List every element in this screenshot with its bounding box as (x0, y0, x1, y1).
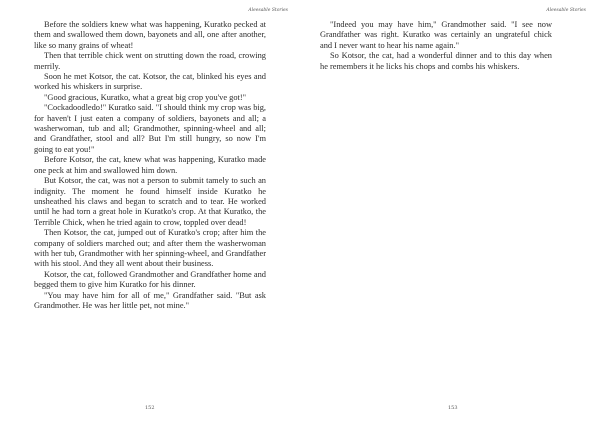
paragraph: Kotsor, the cat, followed Grandmother and Grandfather home and begged them to give him Kuratko for his dinner. (34, 269, 266, 290)
paragraph: "Good gracious, Kuratko, what a great big crop you've got!" (44, 92, 247, 102)
page-number-right: 153 (448, 405, 458, 411)
left-page-text (34, 20, 266, 311)
paragraph: "Indeed you may have him," Grandmother said. "I see now Grandfather was right. Kuratko was certainly an ungrateful chick and I never want to hear his name again." (320, 20, 552, 50)
page-number-left: 152 (145, 405, 155, 411)
paragraph: "You may have him for all of me," Grandfather said. "But ask Grandmother. He was her little pet, not mine." (34, 290, 266, 310)
running-head-left: Aleesable Stories (248, 8, 288, 13)
paragraph: Then that terrible chick went on strutting down the road, crowing merrily. (34, 51, 266, 71)
paragraph: "Cockadoodledo!" Kuratko said. "I should think my crop was big, for haven't I just eaten a company of soldiers, bayonets and all; a washerwoman, tub and all; Grandmother, spinning-wheel and all; and Grandfather, stool and all? But I'm still hungry, so now I'm going to eat you!" (34, 103, 266, 154)
paragraph: Soon he met Kotsor, the cat. Kotsor, the cat, blinked his eyes and worked his whiskers in surprise. (34, 72, 266, 92)
paragraph: Then Kotsor, the cat, jumped out of Kuratko's crop; after him the company of soldiers marched out; and after them the washerwoman with her tub, Grandmother with her spinning-wheel, and Grandfather with his stool. And they all went about their business. (34, 228, 266, 269)
paragraph: Before the soldiers knew what was happening, Kuratko pecked at them and swallowed them down, bayonets and all, one after another, like so many grains of wheat! (34, 20, 266, 50)
running-head-right: Aleesable Stories (546, 8, 586, 13)
paragraph: So Kotsor, the cat, had a wonderful dinner and to this day when he remembers it he licks his chops and combs his whiskers. (320, 51, 552, 71)
right-page (300, 0, 600, 424)
paragraph: But Kotsor, the cat, was not a person to submit tamely to such an indignity. The moment he found himself inside Kuratko he unsheathed his claws and began to scratch and to tear. He worked until he had torn a great hole in Kuratko's crop. At that Kuratko, the Terrible Chick, when he tried again to crow, toppled over dead! (34, 176, 266, 227)
right-page-text (320, 20, 552, 72)
paragraph: Before Kotsor, the cat, knew what was happening, Kuratko made one peck at him and swallowed him down. (34, 155, 266, 175)
